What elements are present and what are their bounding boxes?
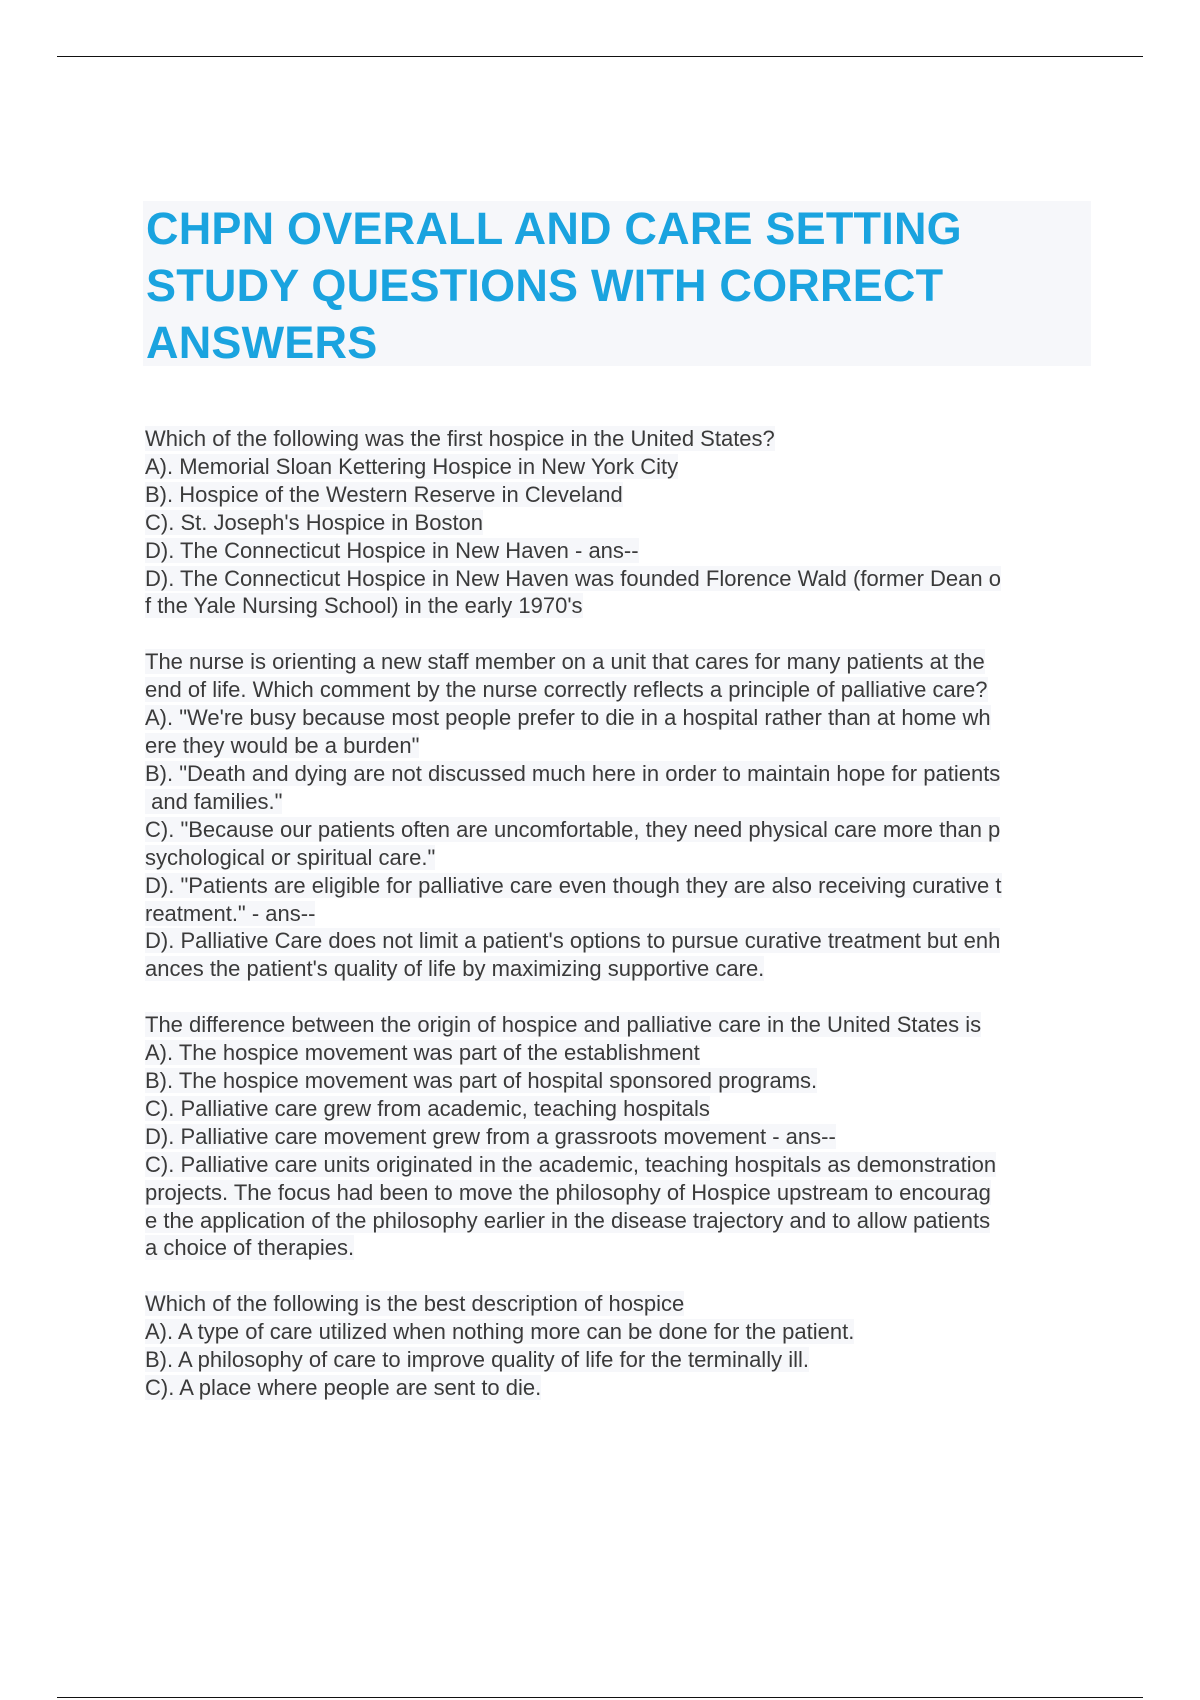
question-line xyxy=(145,481,1090,509)
question-line xyxy=(145,1067,1090,1095)
question-text xyxy=(145,1290,1090,1318)
question-text xyxy=(145,1011,1090,1039)
line-text: A). "We're busy because most people prefer to die in a hospital rather than at home wh xyxy=(145,705,991,731)
line-text: D). Palliative Care does not limit a patient's options to pursue curative treatment but enh xyxy=(145,928,1001,954)
line-text: a choice of therapies. xyxy=(145,1235,355,1261)
line-text: C). St. Joseph's Hospice in Boston xyxy=(145,509,484,535)
line-text: reatment." - ans-- xyxy=(145,900,316,926)
line-text: B). Hospice of the Western Reserve in Cleveland xyxy=(145,481,623,507)
question-line xyxy=(145,1374,1090,1402)
question-block xyxy=(145,1011,1090,1262)
question-block xyxy=(145,425,1090,620)
line-text: C). A place where people are sent to die. xyxy=(145,1375,542,1401)
question-line xyxy=(145,1207,1090,1235)
question-block xyxy=(145,648,1090,983)
line-text: A). The hospice movement was part of the establishment xyxy=(145,1040,700,1066)
question-line xyxy=(145,816,1090,844)
line-text: D). The Connecticut Hospice in New Haven - ans-- xyxy=(145,537,639,563)
title-line: ANSWERS xyxy=(146,317,378,368)
line-text: The nurse is orienting a new staff member on a unit that cares for many patients at the xyxy=(145,649,985,675)
line-text: Which of the following was the first hospice in the United States? xyxy=(145,426,775,451)
question-text xyxy=(145,425,1090,453)
question-line xyxy=(145,1234,1090,1262)
question-line xyxy=(145,732,1090,760)
question-line xyxy=(145,1346,1090,1374)
line-text: ere they would be a burden" xyxy=(145,733,420,759)
line-text: B). A philosophy of care to improve quality of life for the terminally ill. xyxy=(145,1347,809,1373)
line-text: Which of the following is the best description of hospice xyxy=(145,1291,685,1317)
question-line xyxy=(145,592,1090,620)
question-line xyxy=(145,844,1090,872)
line-text: C). Palliative care units originated in the academic, teaching hospitals as demonstration xyxy=(145,1151,997,1177)
title-line: CHPN OVERALL AND CARE SETTING xyxy=(146,203,962,254)
line-text: and families." xyxy=(145,788,283,814)
line-text: B). The hospice movement was part of hospital sponsored programs. xyxy=(145,1068,818,1094)
question-line xyxy=(145,900,1090,928)
line-text: A). A type of care utilized when nothing more can be done for the patient. xyxy=(145,1319,855,1345)
question-line xyxy=(145,1151,1090,1179)
question-line xyxy=(145,453,1090,481)
question-line xyxy=(145,760,1090,788)
line-text: ances the patient's quality of life by maximizing supportive care. xyxy=(145,956,765,982)
question-line xyxy=(145,1318,1090,1346)
question-block xyxy=(145,1290,1090,1402)
question-line xyxy=(145,565,1090,593)
line-text: C). "Because our patients often are uncomfortable, they need physical care more than p xyxy=(145,816,1001,842)
question-line xyxy=(145,788,1090,816)
question-text xyxy=(145,648,1090,676)
line-text: The difference between the origin of hospice and palliative care in the United States is xyxy=(145,1012,982,1038)
line-text: A). Memorial Sloan Kettering Hospice in New York City xyxy=(145,453,679,479)
line-text: e the application of the philosophy earlier in the disease trajectory and to allow patients xyxy=(145,1207,991,1233)
line-text: sychological or spiritual care." xyxy=(145,844,436,870)
question-line xyxy=(145,509,1090,537)
title-line: STUDY QUESTIONS WITH CORRECT xyxy=(146,260,944,311)
line-text: end of life. Which comment by the nurse correctly reflects a principle of palliative care? xyxy=(145,677,988,703)
question-line xyxy=(145,704,1090,732)
document-title xyxy=(146,200,1086,371)
question-line xyxy=(145,955,1090,983)
footer-rule xyxy=(57,1697,1143,1698)
line-text: D). The Connecticut Hospice in New Haven was founded Florence Wald (former Dean o xyxy=(145,565,1001,591)
line-text: D). "Patients are eligible for palliative care even though they are also receiving curative t xyxy=(145,872,1002,898)
questions-section xyxy=(145,425,1090,1430)
line-text: projects. The focus had been to move the philosophy of Hospice upstream to encourag xyxy=(145,1179,991,1205)
line-text: B). "Death and dying are not discussed much here in order to maintain hope for patients xyxy=(145,760,1001,786)
question-line xyxy=(145,537,1090,565)
question-line xyxy=(145,1039,1090,1067)
line-text: f the Yale Nursing School) in the early 1970's xyxy=(145,593,583,619)
header-rule xyxy=(57,56,1143,57)
line-text: D). Palliative care movement grew from a grassroots movement - ans-- xyxy=(145,1123,836,1149)
question-line xyxy=(145,1179,1090,1207)
question-line xyxy=(145,676,1090,704)
line-text: C). Palliative care grew from academic, teaching hospitals xyxy=(145,1095,710,1121)
question-line xyxy=(145,1095,1090,1123)
question-line xyxy=(145,1123,1090,1151)
question-line xyxy=(145,927,1090,955)
question-line xyxy=(145,872,1090,900)
